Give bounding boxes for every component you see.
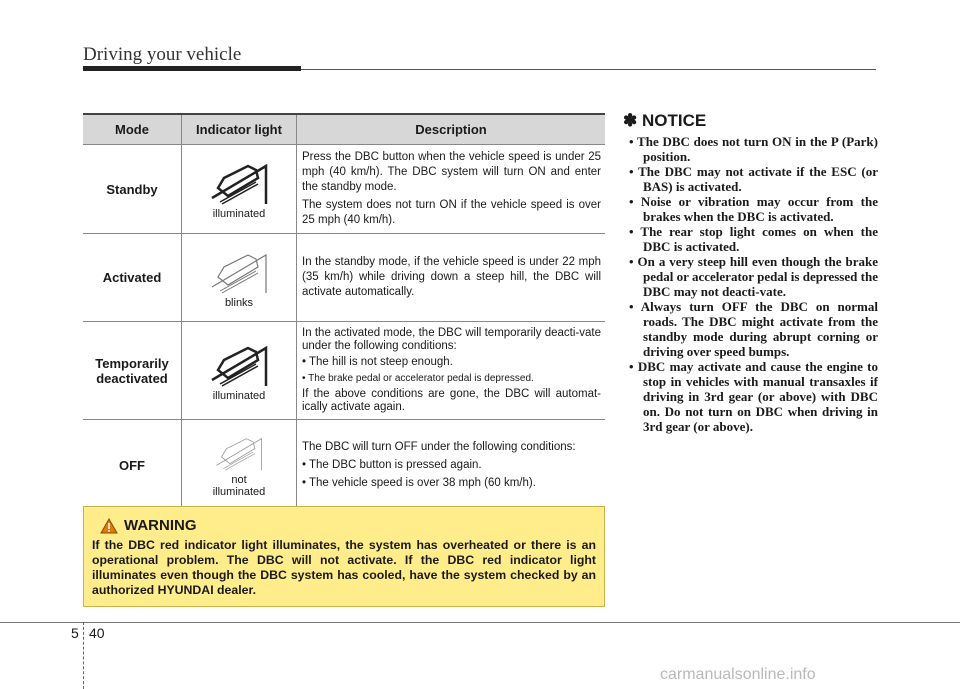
warning-header [100,517,596,534]
watermark-text: carmanualsonline.info [660,666,816,683]
dbc-indicator-icon [208,432,270,472]
warning-text: If the DBC red indicator light illuminates, the system has overheated or there is an operational problem. The DBC will not activate. If the DBC red indicator light illuminates even though the DBC system has cooled, have the system checked by an authorized HYUNDAI dealer. [92,538,596,597]
indicator-cell [182,234,297,322]
notice-item: • DBC may activate and cause the engine to stop in vehicles with manual transaxles if driving in 3rd gear (or above) with DBC on. Do not turn on DBC when driving in 3rd gear (or above). [629,359,878,434]
footer-divider [83,622,85,689]
description-paragraph: If the above conditions are gone, the DBC will automat-ically activate again. [302,388,601,413]
notice-list [623,134,878,434]
mode-label-line1: Temporarily [95,355,169,371]
dbc-indicator-icon [208,340,270,388]
column-header-description: Description [297,114,606,145]
notice-item: • Noise or vibration may occur from the brakes when the DBC is activated. [629,194,878,224]
table-row-standby [83,145,605,234]
mode-cell: Activated [83,234,182,322]
description-cell [297,234,606,322]
warning-box [83,506,605,607]
description-paragraph: The system does not turn ON if the vehicle speed is over 25 mph (40 km/h). [302,199,601,226]
description-paragraph: • The brake pedal or accelerator pedal is depressed. [302,373,534,384]
header-rule-thin [301,69,876,70]
table-row-activated [83,234,605,322]
column-header-indicator: Indicator light [182,114,297,145]
description-paragraph: • The hill is not steep enough. [302,356,453,368]
notice-item: • Always turn OFF the DBC on normal roads. The DBC might activate from the standby mode during abrupt corning or driving over speed bumps. [629,299,878,359]
notice-box [623,111,878,434]
indicator-label-line2: illuminated [212,486,266,499]
warning-title: WARNING [124,517,197,534]
page-number: 40 [89,625,105,641]
table-header-row [83,114,605,145]
indicator-label: blinks [224,296,254,309]
table-row-temporarily-deactivated [83,322,605,420]
page-header-title: Driving your vehicle [83,44,242,65]
description-cell [297,322,606,420]
table-row-off [83,420,605,512]
notice-item: • On a very steep hill even though the brake pedal or accelerator pedal is depressed the DBC may not deacti-vate. [629,254,878,299]
header-rule-thick [83,66,301,71]
mode-cell [83,322,182,420]
indicator-label-line1: not [231,474,247,487]
footer-rule [0,622,960,623]
indicator-cell [182,322,297,420]
description-paragraph: The DBC will turn OFF under the following conditions: [302,440,576,453]
notice-item: • The DBC does not turn ON in the P (Park) position. [629,134,878,164]
notice-item: • The rear stop light comes on when the DBC is activated. [629,224,878,254]
indicator-label: illuminated [212,208,266,220]
description-cell [297,145,606,234]
notice-item: • The DBC may not activate if the ESC (or BAS) is activated. [629,164,878,194]
dbc-mode-table [83,113,605,513]
notice-title: ✽ NOTICE [623,111,707,130]
description-paragraph: In the standby mode, if the vehicle speed is under 22 mph (35 km/h) while driving down a steep hill, the DBC will activate automatically. [302,256,601,298]
description-paragraph: • The vehicle speed is over 38 mph (60 km/h). [302,476,536,489]
mode-cell: OFF [83,420,182,512]
mode-cell: Standby [83,145,182,234]
warning-triangle-icon [100,518,118,534]
description-paragraph: • The DBC button is pressed again. [302,458,482,471]
indicator-label: illuminated [212,389,266,402]
description-cell [297,420,606,512]
column-header-mode: Mode [83,114,182,145]
mode-label-line2: deactivated [96,370,168,386]
indicator-cell [182,145,297,234]
description-paragraph: Press the DBC button when the vehicle speed is under 25 mph (40 km/h). The DBC system will turn ON and enter the standby mode. [302,151,601,193]
dbc-indicator-icon [208,158,270,206]
indicator-cell [182,420,297,512]
dbc-indicator-icon [208,247,270,295]
chapter-number: 5 [71,625,79,641]
description-paragraph: In the activated mode, the DBC will temporarily deacti-vate under the following conditions: [302,327,601,352]
